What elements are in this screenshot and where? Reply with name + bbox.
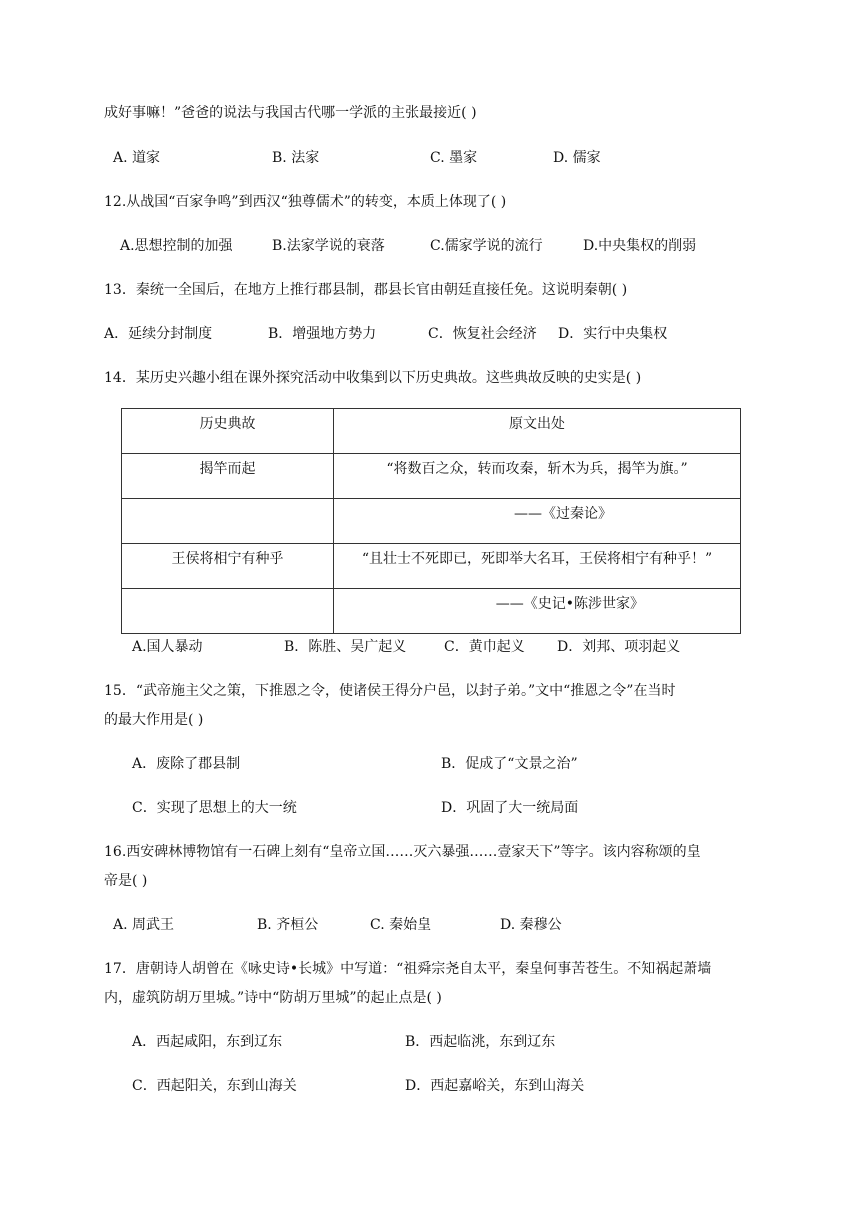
q11-option-d[interactable]: D. 儒家	[553, 150, 601, 166]
q13-option-b[interactable]: B．增强地方势力	[268, 326, 377, 342]
q13-stem: 13．秦统一全国后，在地方上推行郡县制，郡县长官由朝廷直接任免。这说明秦朝( )	[104, 282, 628, 298]
q15-option-d[interactable]: D．巩固了大一统局面	[441, 800, 579, 816]
q12-stem: 12.从战国“百家争鸣”到西汉“独尊儒术”的转变，本质上体现了( )	[104, 194, 507, 210]
table-row	[122, 454, 741, 499]
table-header-cell: 历史典故	[122, 409, 334, 454]
q14-stem: 14．某历史兴趣小组在课外探究活动中收集到以下历史典故。这些典故反映的史实是( )	[104, 370, 642, 386]
q12-option-a[interactable]: A.思想控制的加强	[120, 238, 233, 254]
q15-stem-line1: 15．“武帝施主父之策，下推恩之令，使诸侯王得分户邑，以封子弟。”文中“推恩之令”在当时	[104, 683, 676, 699]
q14-source-table	[121, 408, 741, 634]
q17-stem-line2: 内，虚筑防胡万里城。”诗中“防胡万里城”的起止点是( )	[104, 990, 442, 1006]
q17-stem-line1: 17．唐朝诗人胡曾在《咏史诗•长城》中写道：“祖舜宗尧自太平，秦皇何事苦苍生。不知祸起萧墙	[104, 961, 712, 977]
q16-option-b[interactable]: B. 齐桓公	[257, 917, 319, 933]
q15-option-c[interactable]: C．实现了思想上的大一统	[132, 800, 297, 816]
q13-option-a[interactable]: A．延续分封制度	[104, 326, 213, 342]
q13-option-d[interactable]: D．实行中央集权	[558, 326, 668, 342]
q17-option-d[interactable]: D．西起嘉峪关，东到山海关	[405, 1078, 585, 1094]
q15-stem-line2: 的最大作用是( )	[104, 712, 204, 728]
q14-option-b[interactable]: B．陈胜、吴广起义	[284, 639, 407, 655]
table-row	[122, 544, 741, 589]
q16-stem-line1: 16.西安碑林博物馆有一石碑上刻有“皇帝立国……灭六暴强……壹家天下”等字。该内容称颂的皇	[104, 844, 701, 860]
q15-option-b[interactable]: B．促成了“文景之治”	[441, 756, 578, 772]
q14-option-a[interactable]: A.国人暴动	[132, 639, 203, 655]
table-cell: “且壮士不死即已，死即举大名耳，王侯将相宁有种乎！”	[334, 544, 741, 589]
q14-option-d[interactable]: D．刘邦、项羽起义	[557, 639, 681, 655]
table-cell: “将数百之众，转而攻秦，斩木为兵，揭竿为旗。”	[334, 454, 741, 499]
q12-option-c[interactable]: C.儒家学说的流行	[430, 238, 543, 254]
q14-option-c[interactable]: C．黄巾起义	[444, 639, 525, 655]
table-cell: 揭竿而起	[122, 454, 334, 499]
table-row	[122, 499, 741, 544]
table-header-cell: 原文出处	[334, 409, 741, 454]
q15-option-a[interactable]: A．废除了郡县制	[132, 756, 241, 772]
q12-option-b[interactable]: B.法家学说的衰落	[272, 238, 385, 254]
q11-stem-continuation: 成好事嘛！”爸爸的说法与我国古代哪一学派的主张最接近( )	[104, 105, 477, 121]
q17-option-c[interactable]: C．西起阳关，东到山海关	[132, 1078, 297, 1094]
table-cell	[122, 589, 334, 634]
table-cell: 王侯将相宁有种乎	[122, 544, 334, 589]
table-header-row	[122, 409, 741, 454]
q16-option-d[interactable]: D. 秦穆公	[500, 917, 562, 933]
table-row	[122, 589, 741, 634]
q17-option-a[interactable]: A．西起咸阳，东到辽东	[132, 1034, 283, 1050]
q11-option-b[interactable]: B. 法家	[272, 150, 320, 166]
q16-stem-line2: 帝是( )	[104, 873, 148, 889]
q17-option-b[interactable]: B．西起临洮，东到辽东	[405, 1034, 556, 1050]
table-cell	[122, 499, 334, 544]
q11-option-a[interactable]: A. 道家	[113, 150, 161, 166]
q16-option-c[interactable]: C. 秦始皇	[370, 917, 432, 933]
q11-option-c[interactable]: C. 墨家	[430, 150, 478, 166]
table-cell-citation: ——《过秦论》	[334, 499, 741, 544]
q12-option-d[interactable]: D.中央集权的削弱	[583, 238, 697, 254]
q16-option-a[interactable]: A. 周武王	[113, 917, 175, 933]
table-cell-citation: ——《史记•陈涉世家》	[334, 589, 741, 634]
q13-option-c[interactable]: C．恢复社会经济	[428, 326, 537, 342]
